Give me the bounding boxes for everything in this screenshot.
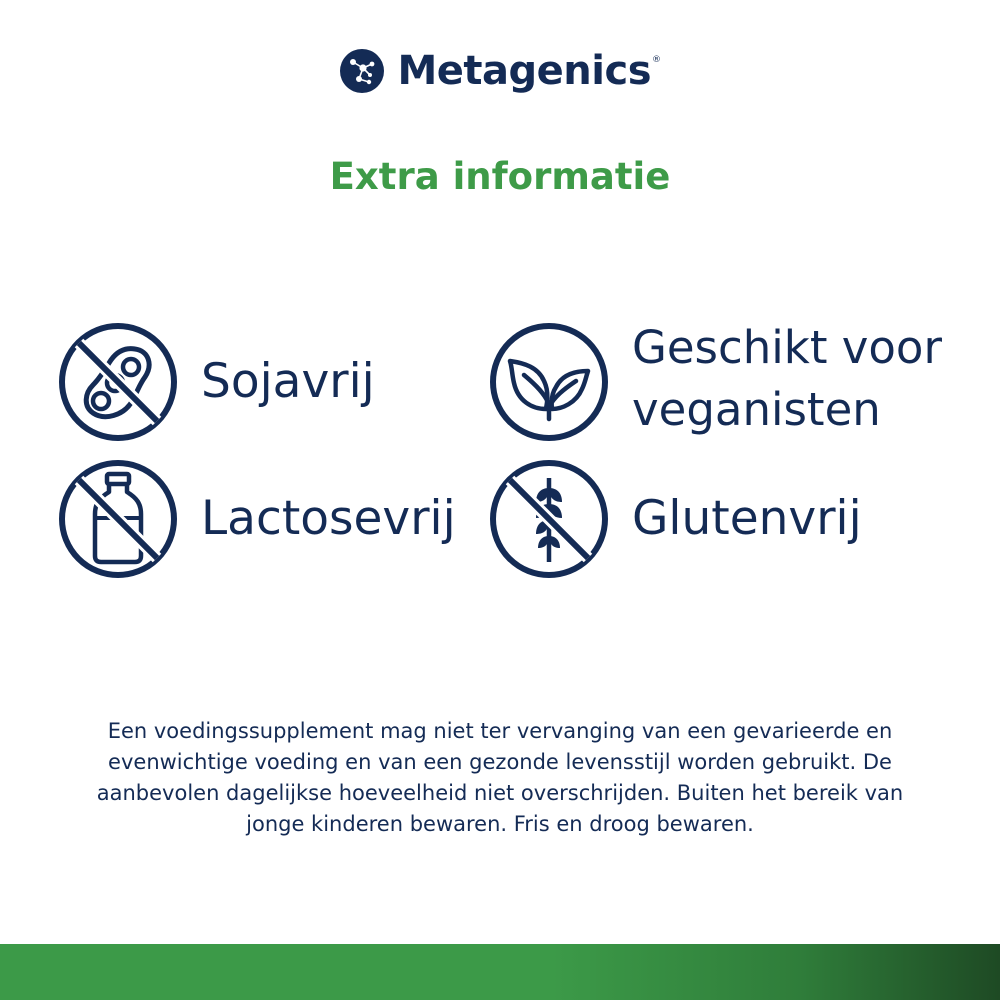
disclaimer-line: evenwichtige voeding en van een gezonde levensstijl worden gebruikt. De xyxy=(108,750,892,774)
feature-label xyxy=(632,317,942,441)
registered-mark: ® xyxy=(652,55,661,65)
feature-lactose-free xyxy=(57,458,456,580)
disclaimer-line: Een voedingssupplement mag niet ter vervanging van een gevarieerde en xyxy=(107,719,893,743)
no-soy-icon xyxy=(57,321,179,443)
brand-logo xyxy=(0,48,1000,94)
disclaimer-line: aanbevolen dagelijkse hoeveelheid niet overschrijden. Buiten het bereik van xyxy=(96,781,904,805)
disclaimer-line: jonge kinderen bewaren. Fris en droog bewaren. xyxy=(246,812,754,836)
footer-bar xyxy=(0,944,1000,1000)
feature-label-line-2: veganisten xyxy=(632,383,881,436)
feature-label-line-1: Geschikt voor xyxy=(632,320,942,374)
feature-label: Glutenvrij xyxy=(632,490,862,546)
disclaimer-text xyxy=(70,716,930,840)
feature-label: Sojavrij xyxy=(201,353,375,409)
feature-vegan xyxy=(488,321,942,443)
feature-soy-free xyxy=(57,321,375,443)
molecule-globe-icon xyxy=(339,48,385,94)
brand-name: Metagenics® xyxy=(397,48,661,94)
leaf-sprout-icon xyxy=(488,321,610,443)
no-wheat-icon xyxy=(488,458,610,580)
feature-gluten-free xyxy=(488,458,862,580)
section-heading: Extra informatie xyxy=(329,155,671,198)
feature-label: Lactosevrij xyxy=(201,490,456,546)
no-milk-bottle-icon xyxy=(57,458,179,580)
